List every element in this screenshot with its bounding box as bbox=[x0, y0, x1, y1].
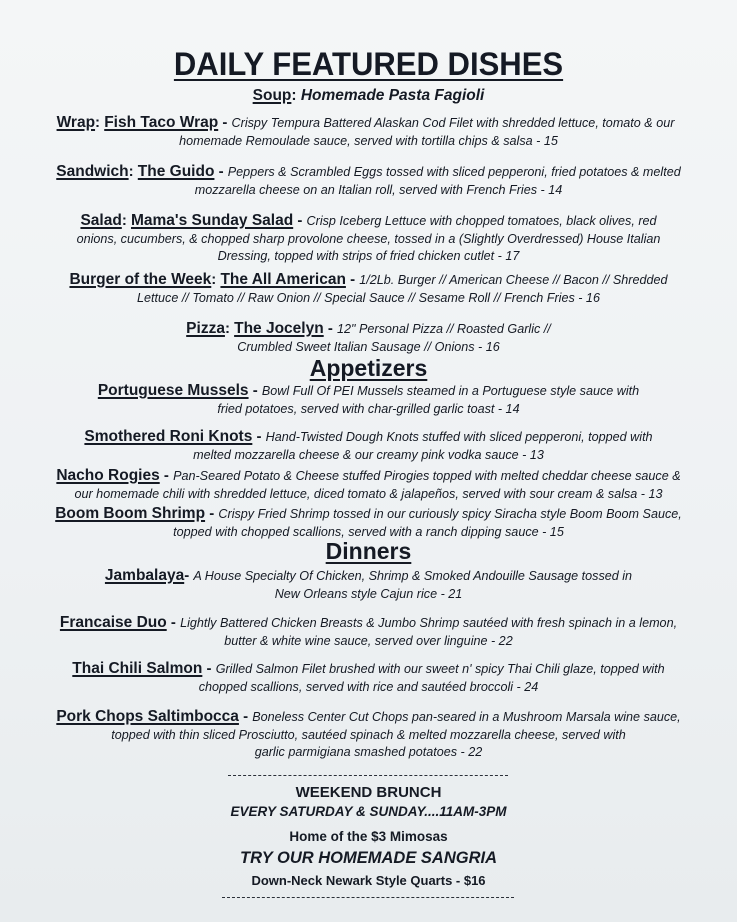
appetizer-desc: Crispy Fried Shrimp tossed in our curiously spicy Siracha style Boom Boom Sauce, bbox=[218, 507, 682, 521]
dinner-desc: Lightly Battered Chicken Breasts & Jumbo Shrimp sautéed with fresh spinach in a lemon, bbox=[180, 616, 678, 630]
dinner-desc-cont: New Orleans style Cajun rice - 21 bbox=[274, 586, 463, 601]
appetizer-item: Boom Boom Shrimp - Crispy Fried Shrimp tossed in our curiously spicy Siracha style Boom Boom Sauce, topped with chopped scallions, served with a ranch dipping sauce - 15 bbox=[0, 505, 737, 541]
feature-item-salad: Salad: Mama's Sunday Salad - Crisp Iceberg Lettuce with chopped tomatoes, black olives, red onions, cucumbers, & chopped sharp provolone cheese, tossed in a (Slightly Overdressed) House Italian Dressing, topped with strips of fried chicken cutlet - 17 bbox=[0, 212, 737, 266]
feature-name: The Guido bbox=[137, 163, 215, 180]
dinners-heading: Dinners bbox=[325, 538, 412, 564]
feature-category: Sandwich bbox=[56, 163, 129, 180]
feature-desc-cont: Crumbled Sweet Italian Sausage // Onions - 16 bbox=[237, 339, 500, 354]
appetizer-item: Nacho Rogies - Pan-Seared Potato & Cheese stuffed Pirogies topped with melted cheddar cheese sauce & our homemade chili with shredded lettuce, diced tomato & jalapeños, served with sour cream & salsa - 13 bbox=[0, 467, 737, 503]
feature-desc-cont: onions, cucumbers, & chopped sharp provolone cheese, tossed in a (Slightly Overdressed) House Italian bbox=[76, 231, 661, 246]
divider-top bbox=[228, 775, 508, 776]
appetizer-item: Smothered Roni Knots - Hand-Twisted Dough Knots stuffed with sliced pepperoni, topped with melted mozzarella cheese & our creamy pink vodka sauce - 13 bbox=[0, 428, 737, 464]
dinner-name: Jambalaya bbox=[104, 567, 185, 584]
dinner-desc-cont: butter & white wine sauce, served over linguine - 22 bbox=[224, 633, 513, 648]
appetizer-name: Nacho Rogies bbox=[56, 467, 160, 484]
appetizer-name: Smothered Roni Knots bbox=[84, 428, 253, 445]
appetizer-name: Portuguese Mussels bbox=[97, 382, 249, 399]
dinner-item: Francaise Duo - Lightly Battered Chicken Breasts & Jumbo Shrimp sautéed with fresh spinach in a lemon, butter & white wine sauce, served over linguine - 22 bbox=[0, 614, 737, 650]
dinner-item: Thai Chili Salmon - Grilled Salmon Filet brushed with our sweet n' spicy Thai Chili glaze, topped with chopped scallions, served with rice and sautéed broccoli - 24 bbox=[0, 660, 737, 696]
feature-item-burger: Burger of the Week: The All American - 1/2Lb. Burger // American Cheese // Bacon // Shredded Lettuce // Tomato // Raw Onion // Special Sauce // Sesame Roll // French Fries - 16 bbox=[0, 271, 737, 307]
appetizer-desc: Pan-Seared Potato & Cheese stuffed Pirogies topped with melted cheddar cheese sauce & bbox=[173, 469, 681, 483]
feature-desc: 12" Personal Pizza // Roasted Garlic // bbox=[337, 322, 551, 336]
appetizer-desc-cont: topped with chopped scallions, served with a ranch dipping sauce - 15 bbox=[173, 524, 564, 539]
appetizers-heading: Appetizers bbox=[309, 355, 428, 381]
dinner-item: Pork Chops Saltimbocca - Boneless Center Cut Chops pan-seared in a Mushroom Marsala wine sauce, topped with thin sliced Prosciutto, sautéed spinach & melted mozzarella cheese, served with garlic parmigiana smashed potatoes - 22 bbox=[0, 708, 737, 762]
mimosas-line: Home of the $3 Mimosas bbox=[289, 829, 448, 844]
feature-desc-cont: Dressing, topped with strips of fried chicken cutlet - 17 bbox=[217, 249, 520, 263]
feature-item-pizza: Pizza: The Jocelyn - 12" Personal Pizza // Roasted Garlic // Crumbled Sweet Italian Sausage // Onions - 16 bbox=[0, 320, 737, 356]
soup-name: Homemade Pasta Fagioli bbox=[300, 87, 485, 104]
dinner-item: Jambalaya- A House Specialty Of Chicken, Shrimp & Smoked Andouille Sausage tossed in New Orleans style Cajun rice - 21 bbox=[0, 567, 737, 603]
appetizer-desc: Hand-Twisted Dough Knots stuffed with sliced pepperoni, topped with bbox=[265, 430, 653, 444]
dinner-desc-cont: chopped scallions, served with rice and sautéed broccoli - 24 bbox=[198, 679, 539, 694]
appetizer-desc-cont: our homemade chili with shredded lettuce, diced tomato & jalapeños, served with sour cream & salsa - 13 bbox=[74, 486, 663, 501]
feature-desc-cont: mozzarella cheese on an Italian roll, served with French Fries - 14 bbox=[194, 182, 563, 197]
dinner-desc-cont: garlic parmigiana smashed potatoes - 22 bbox=[254, 745, 483, 759]
feature-name: The All American bbox=[220, 271, 346, 288]
feature-category: Pizza bbox=[186, 320, 225, 337]
dinner-desc-cont: topped with thin sliced Prosciutto, sautéed spinach & melted mozzarella cheese, served with bbox=[111, 727, 626, 742]
feature-desc-cont: homemade Remoulade sauce, served with tortilla chips & salsa - 15 bbox=[179, 133, 558, 148]
dinner-desc: Boneless Center Cut Chops pan-seared in a Mushroom Marsala wine sauce, bbox=[252, 710, 681, 724]
brunch-title: WEEKEND BRUNCH bbox=[295, 784, 442, 801]
feature-desc: Peppers & Scrambled Eggs tossed with sliced pepperoni, fried potatoes & melted bbox=[227, 165, 681, 179]
appetizer-desc-cont: fried potatoes, served with char-grilled garlic toast - 14 bbox=[217, 401, 520, 416]
appetizer-desc-cont: melted mozzarella cheese & our creamy pink vodka sauce - 13 bbox=[193, 447, 544, 462]
feature-name: The Jocelyn bbox=[234, 320, 324, 337]
soup-line: Soup: Homemade Pasta Fagioli bbox=[252, 87, 485, 104]
feature-category: Salad bbox=[80, 212, 122, 229]
quarts-line: Down-Neck Newark Style Quarts - $16 bbox=[251, 873, 486, 888]
feature-desc: Crisp Iceberg Lettuce with chopped tomatoes, black olives, red bbox=[306, 214, 657, 228]
sangria-line: TRY OUR HOMEMADE SANGRIA bbox=[240, 849, 497, 867]
dinner-name: Francaise Duo bbox=[59, 614, 167, 631]
feature-item-wrap: Wrap: Fish Taco Wrap - Crispy Tempura Battered Alaskan Cod Filet with shredded lettuce, tomato & our homemade Remoulade sauce, served with tortilla chips & salsa - 15 bbox=[0, 114, 737, 150]
feature-category: Burger of the Week bbox=[69, 271, 212, 288]
feature-name: Fish Taco Wrap bbox=[104, 114, 219, 131]
feature-desc: 1/2Lb. Burger // American Cheese // Bacon // Shredded bbox=[359, 273, 668, 287]
feature-category: Wrap bbox=[56, 114, 96, 131]
dinner-desc: A House Specialty Of Chicken, Shrimp & Smoked Andouille Sausage tossed in bbox=[193, 569, 633, 583]
menu-title: DAILY FEATURED DISHES bbox=[173, 46, 564, 82]
dinner-name: Pork Chops Saltimbocca bbox=[56, 708, 239, 725]
appetizer-desc: Bowl Full Of PEI Mussels steamed in a Portuguese style sauce with bbox=[261, 384, 640, 398]
feature-item-sandwich: Sandwich: The Guido - Peppers & Scrambled Eggs tossed with sliced pepperoni, fried potatoes & melted mozzarella cheese on an Italian roll, served with French Fries - 14 bbox=[0, 163, 737, 199]
divider-bottom bbox=[222, 897, 514, 898]
soup-label: Soup bbox=[252, 87, 292, 104]
appetizer-item: Portuguese Mussels - Bowl Full Of PEI Mussels steamed in a Portuguese style sauce with fried potatoes, served with char-grilled garlic toast - 14 bbox=[0, 382, 737, 418]
feature-desc-cont: Lettuce // Tomato // Raw Onion // Special Sauce // Sesame Roll // French Fries - 16 bbox=[137, 290, 600, 305]
dinner-name: Thai Chili Salmon bbox=[72, 660, 203, 677]
feature-desc: Crispy Tempura Battered Alaskan Cod Filet with shredded lettuce, tomato & our bbox=[231, 116, 675, 130]
brunch-hours: EVERY SATURDAY & SUNDAY....11AM-3PM bbox=[230, 804, 507, 819]
feature-name: Mama's Sunday Salad bbox=[130, 212, 294, 229]
appetizer-name: Boom Boom Shrimp bbox=[55, 505, 206, 522]
dinner-desc: Grilled Salmon Filet brushed with our sweet n' spicy Thai Chili glaze, topped with bbox=[215, 662, 665, 676]
